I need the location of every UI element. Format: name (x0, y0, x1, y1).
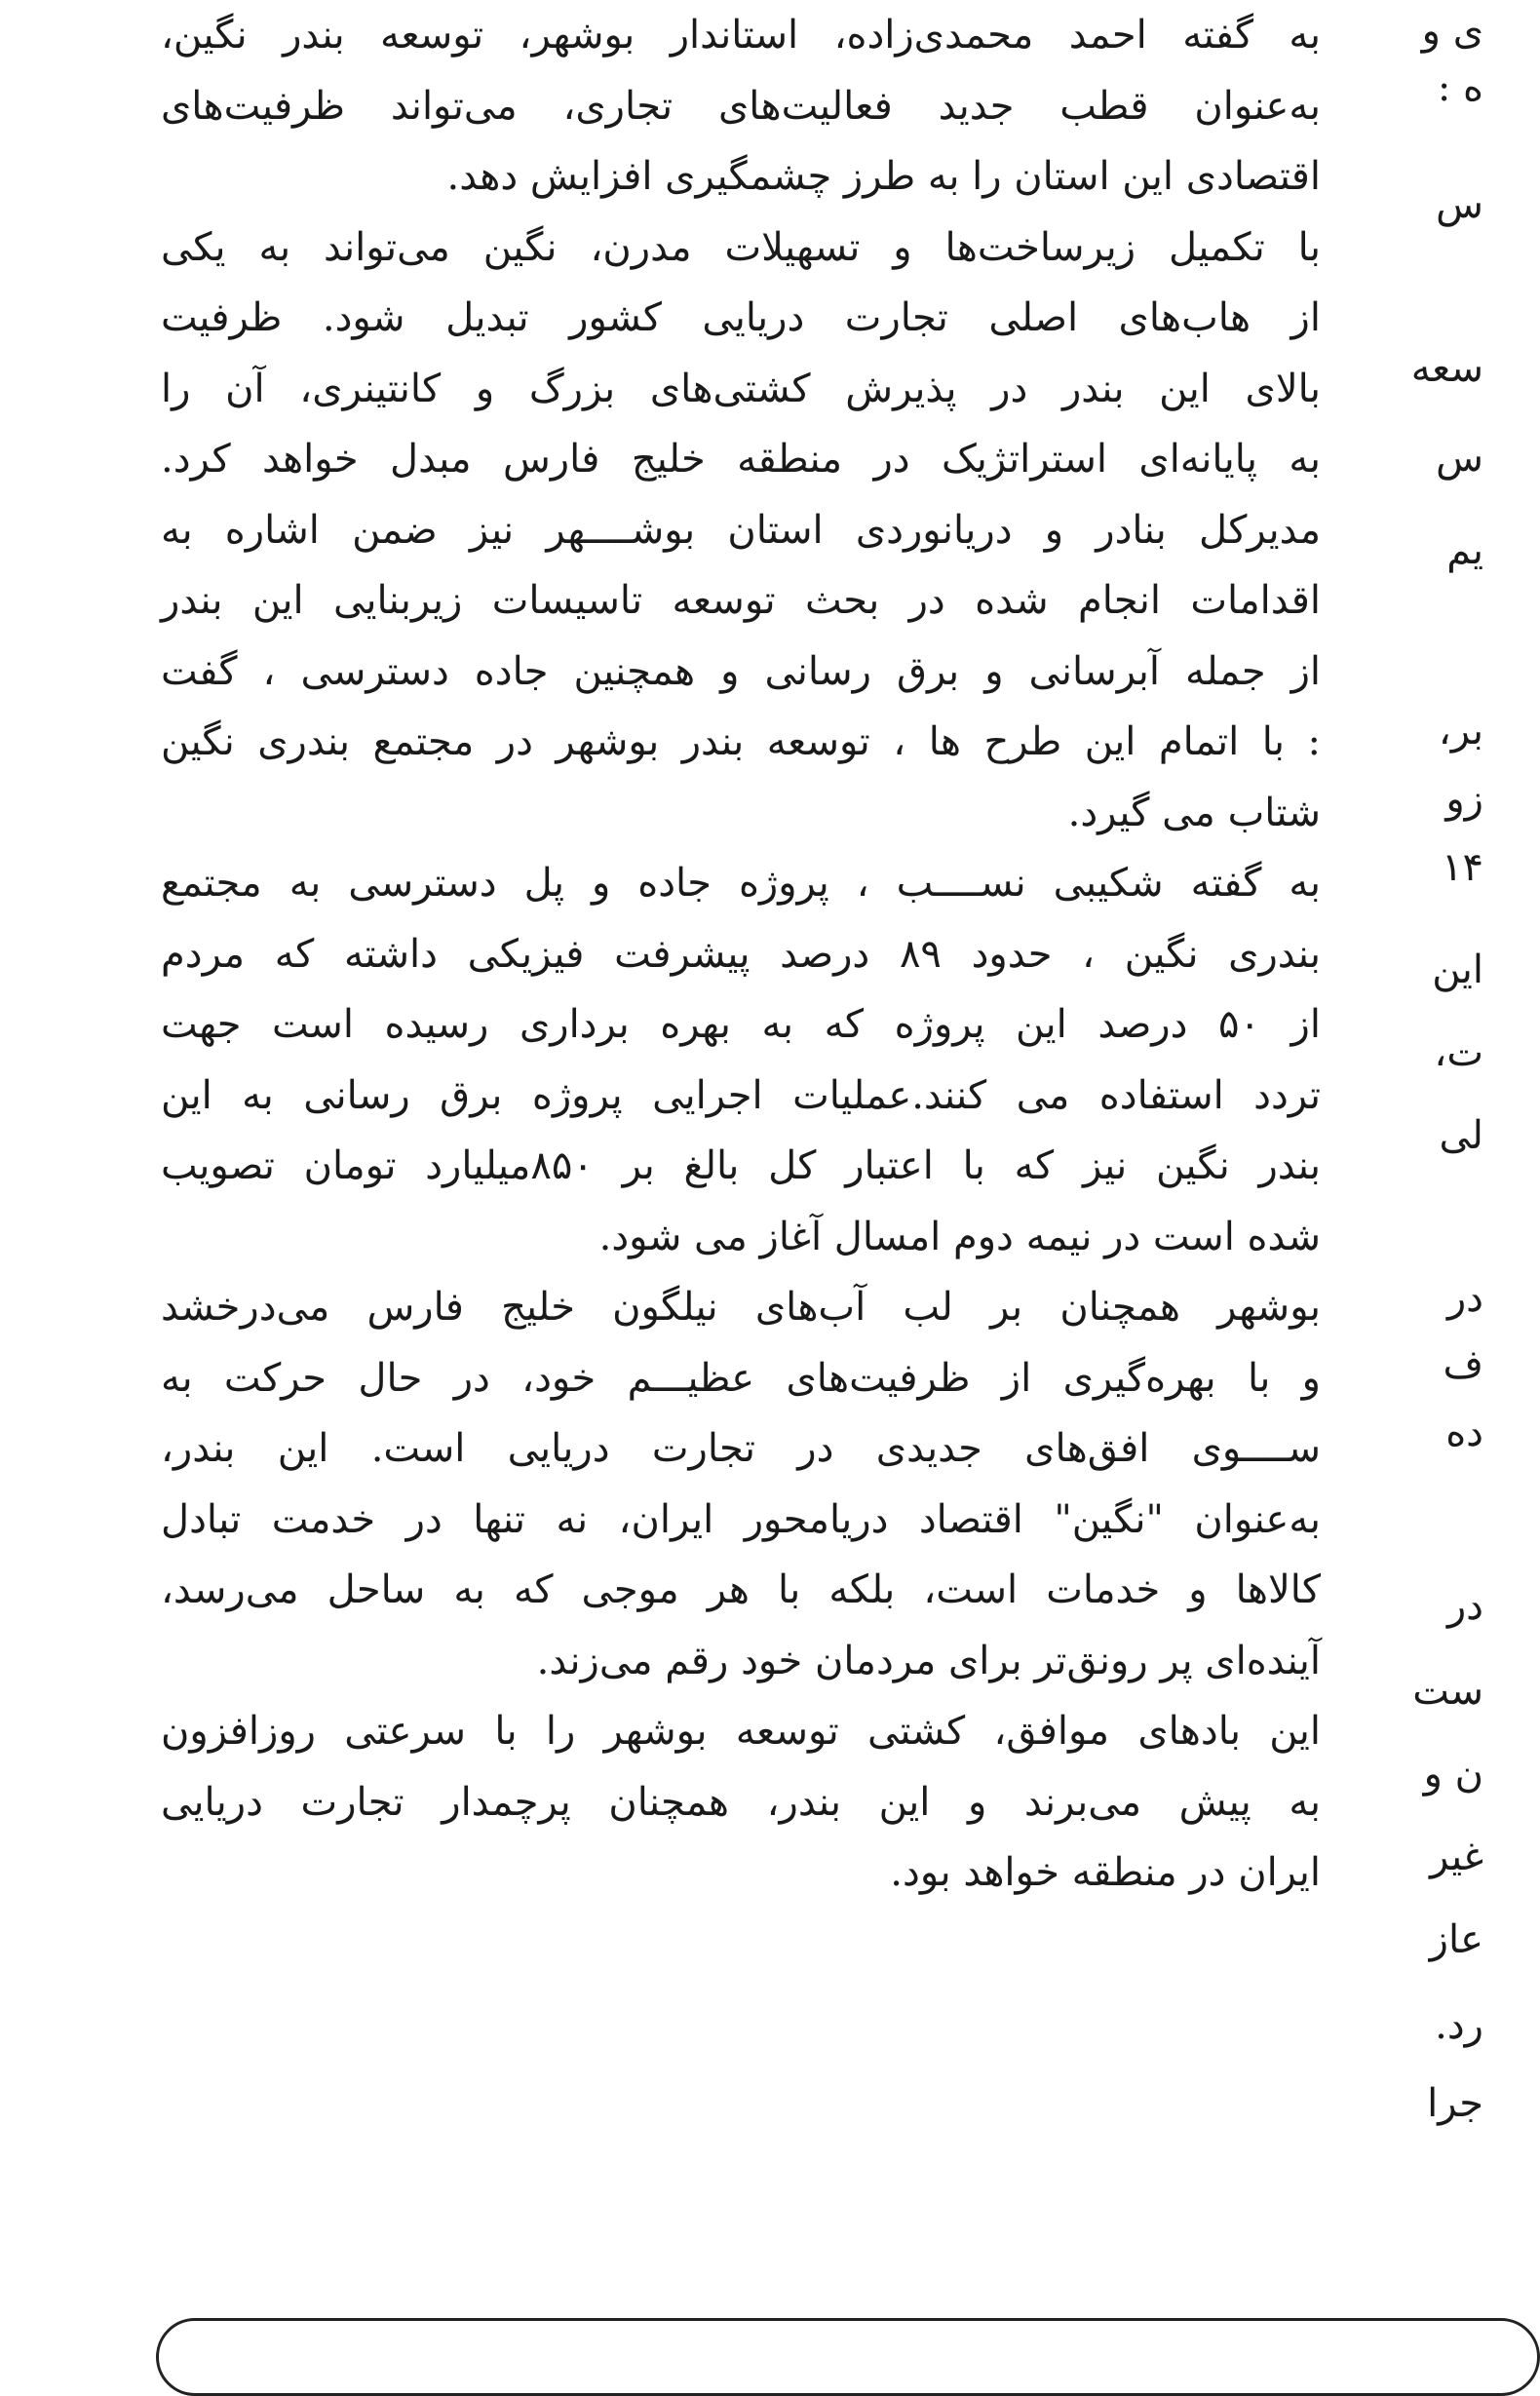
adjacent-fragment: یم (1446, 528, 1483, 573)
article-line: به گفته شکیبی نســــب ، پروژه جاده و پل دسترسی به مجتمع (161, 861, 1321, 906)
article-line: آینده‌ای پر رونق‌تر برای مردمان خود رقم می‌زند. (536, 1638, 1321, 1683)
article-line: از ۵۰ درصد این پروژه که به بهره برداری رسیده است جهت (161, 1002, 1321, 1047)
adjacent-fragment: در (1446, 1276, 1483, 1321)
adjacent-fragment: ۱۴ (1442, 845, 1483, 890)
adjacent-fragment: ن و (1423, 1752, 1483, 1797)
adjacent-fragment: ف (1443, 1342, 1483, 1387)
article-line: ســــوی افق‌های جدیدی در تجارت دریایی است. این بندر، (161, 1426, 1321, 1471)
article-line: بندری نگین ، حدود ۸۹ درصد پیشرفت فیزیکی داشته که مردم (161, 931, 1321, 977)
adjacent-fragment: ه : (1437, 65, 1483, 110)
adjacent-fragment: س (1436, 182, 1483, 227)
article-line: تردد استفاده می کنند.عملیات اجرایی پروژه برق رسانی به این (161, 1072, 1321, 1118)
article-line: : با اتمام این طرح ها ، توسعه بندر بوشهر در مجتمع بندری نگین (161, 719, 1321, 764)
article-line: ایران در منطقه خواهد بود. (890, 1850, 1321, 1895)
adjacent-fragment: ت، (1434, 1030, 1483, 1075)
article-line: به‌عنوان قطب جدید فعالیت‌های تجاری، می‌تواند ظرفیت‌های (161, 83, 1321, 129)
adjacent-column-cropped (1355, 0, 1483, 2242)
article-line: شده است در نیمه دوم امسال آغاز می شود. (598, 1214, 1321, 1259)
adjacent-fragment: در (1446, 1584, 1483, 1629)
article-line: به‌عنوان "نگین" اقتصاد دریامحور ایران، نه تنها در خدمت تبادل (161, 1496, 1321, 1542)
article-line: اقدامات انجام شده در بحث توسعه تاسیسات زیربنایی این بندر (161, 578, 1321, 623)
article-line: از هاب‌های اصلی تجارت دریایی کشور تبدیل شود. ظرفیت (161, 295, 1321, 340)
article-line: از جمله آبرسانی و برق رسانی و همچنین جاده دسترسی ، گفت (161, 648, 1321, 694)
article-line: بالای این بندر در پذیرش کشتی‌های بزرگ و کانتینری، آن را (161, 366, 1321, 411)
adjacent-fragment: جرا (1427, 2081, 1483, 2126)
adjacent-fragment: س (1436, 436, 1483, 481)
adjacent-fragment: ده (1445, 1411, 1483, 1455)
article-line: اقتصادی این استان را به طرز چشمگیری افزایش دهد. (446, 154, 1321, 199)
article-line: به پیش می‌برند و این بندر، همچنان پرچمدار تجارت دریایی (161, 1779, 1321, 1825)
article-line: و با بهره‌گیری از ظرفیت‌های عظیـــم خود، در حال حرکت به (161, 1355, 1321, 1401)
article-line: بندر نگین نیز که با اعتبار کل بالغ بر ۸۵۰میلیارد تومان تصویب (161, 1143, 1322, 1188)
article-line: این بادهای موافق، کشتی توسعه بوشهر را با سرعتی روزافزون (161, 1709, 1322, 1754)
adjacent-fragment: ی و (1421, 9, 1483, 54)
article-column (161, 0, 1321, 1909)
article-line: به گفته احمد محمدی‌زاده، استاندار بوشهر، توسعه بندر نگین، (161, 13, 1321, 58)
adjacent-fragment: سعه (1410, 346, 1483, 391)
adjacent-fragment: رد. (1435, 2003, 1483, 2048)
adjacent-fragment: عاز (1429, 1917, 1483, 1962)
article-line: به پایانه‌ای استراتژیک در منطقه خلیج فارس مبدل خواهد کرد. (161, 437, 1322, 482)
article-line: با تکمیل زیرساخت‌ها و تسهیلات مدرن، نگین می‌تواند به یکی (161, 224, 1321, 270)
adjacent-fragment: ست (1412, 1669, 1483, 1714)
bottom-frame-border (156, 2318, 1540, 2396)
adjacent-fragment: بر، (1438, 709, 1483, 754)
article-line: مدیرکل بنادر و دریانوردی استان بوشــــهر نیز ضمن اشاره به (161, 507, 1321, 553)
article-line: بوشهر همچنان بر لب آب‌های نیلگون خلیج فارس می‌درخشد (161, 1285, 1321, 1330)
article-line: کالاها و خدمات است، بلکه با هر موجی که به ساحل می‌رسد، (161, 1567, 1321, 1612)
article-line: شتاب می گیرد. (1067, 790, 1321, 835)
adjacent-fragment: زو (1445, 777, 1483, 822)
adjacent-fragment: این (1432, 947, 1483, 992)
adjacent-fragment: غیر (1429, 1835, 1483, 1879)
adjacent-fragment: لی (1439, 1113, 1483, 1158)
